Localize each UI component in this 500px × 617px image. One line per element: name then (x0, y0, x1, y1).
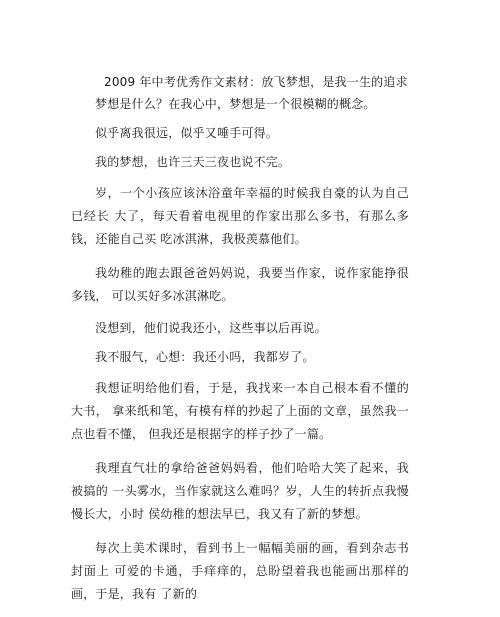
paragraph: 我不服气，心想：我还小吗，我都岁了。 (95, 350, 315, 364)
paragraph: 岁，一个小孩应该沐浴童年幸福的时候我自豪的认为自己已经长 大了，每天看着电视里的作家出那么多书，有那么多钱，还能自己买 吃冰淇淋，我极羡慕他们。 (71, 186, 409, 246)
paragraph: 我的梦想，也许三天三夜也说不完。 (95, 155, 291, 169)
document-title: 2009 年中考优秀作文素材：放飞梦想，是我一生的追求 (104, 75, 408, 89)
paragraph: 我想证明给他们看，于是，我找来一本自己根本看不懂的大书， 拿来纸和笔，有模有样的抄起了上面的文章，虽然我一点也看不懂， 但我还是根据字的样子抄了一篇。 (71, 381, 409, 441)
paragraph: 没想到，他们说我还小，这些事以后再说。 (95, 321, 327, 335)
paragraph: 我理直气壮的拿给爸爸妈妈看，他们哈哈大笑了起来，我被搞的 一头雾水，当作家就这么难吗？岁，人生的转折点我慢慢长大，小时 侯幼稚的想法早已，我又有了新的梦想。 (71, 461, 409, 521)
paragraph: 梦想是什么？在我心中，梦想是一个很模糊的概念。 (95, 97, 376, 111)
paragraph: 似乎离我很远，似乎又唾手可得。 (95, 126, 279, 140)
paragraph: 每次上美术课时，看到书上一幅幅美丽的画，看到杂志书封面上 可爱的卡通，手痒痒的，总盼望着我也能画出那样的画，于是，我有 了新的 (71, 541, 409, 601)
paragraph: 我幼稚的跑去跟爸爸妈妈说，我要当作家，说作家能挣很多钱， 可以买好多冰淇淋吃。 (71, 266, 409, 303)
document-body (71, 95, 409, 617)
